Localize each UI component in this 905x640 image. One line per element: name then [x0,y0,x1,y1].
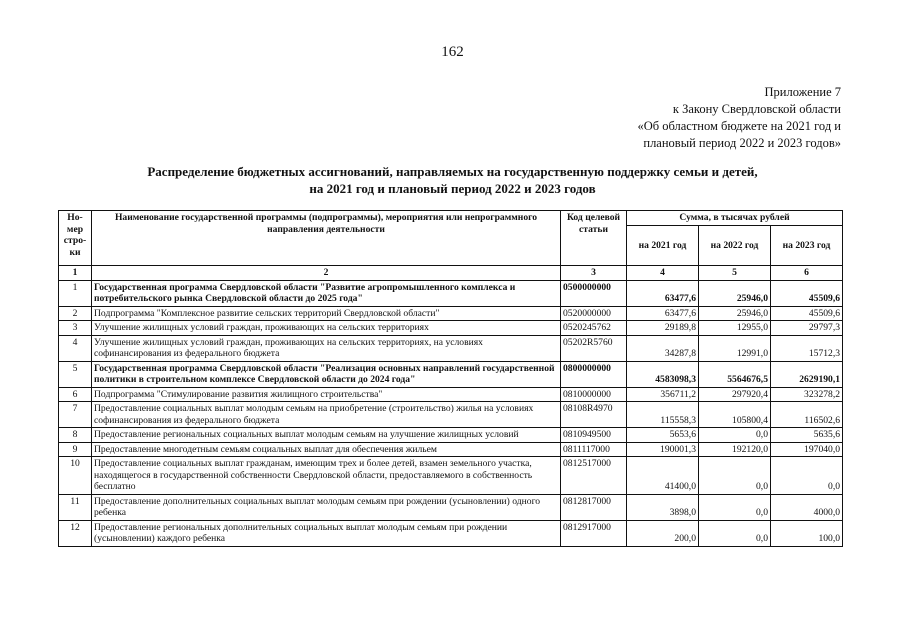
column-number: 4 [627,266,699,281]
row-value-2021: 4583098,3 [627,361,699,387]
column-number: 2 [92,266,561,281]
header-row-number: Но-мер стро-ки [59,211,92,266]
row-value-2023: 4000,0 [771,494,843,520]
row-code: 0520000000 [561,306,627,321]
row-number: 9 [59,442,92,457]
row-value-2023: 15712,3 [771,335,843,361]
table-row [59,335,843,361]
row-name: Предоставление региональных социальных выплат молодым семьям на улучшение жилищных условий [92,428,561,443]
column-numbers-row [59,266,843,281]
row-code: 0812817000 [561,494,627,520]
row-name: Предоставление региональных дополнительных социальных выплат молодым семьям при рождении (усыновлении) каждого ребенка [92,520,561,546]
row-value-2021: 5653,6 [627,428,699,443]
table-body [59,266,843,547]
header-code: Код целевой статьи [561,211,627,266]
row-code: 0500000000 [561,280,627,306]
row-number: 2 [59,306,92,321]
row-code: 0800000000 [561,361,627,387]
table-row [59,280,843,306]
row-value-2023: 45509,6 [771,280,843,306]
row-value-2023: 29797,3 [771,321,843,336]
row-number: 4 [59,335,92,361]
row-number: 5 [59,361,92,387]
row-number: 1 [59,280,92,306]
row-code: 0812917000 [561,520,627,546]
table-row [59,494,843,520]
row-name: Подпрограмма "Стимулирование развития жилищного строительства" [92,387,561,402]
row-code: 08108R4970 [561,402,627,428]
row-value-2022: 12991,0 [699,335,771,361]
row-name: Государственная программа Свердловской области "Реализация основных направлений государственной политики в строительном комплексе Свердловской области до 2024 года" [92,361,561,387]
header-year-2022: на 2022 год [699,226,771,266]
row-name: Предоставление многодетным семьям социальных выплат для обеспечения жильем [92,442,561,457]
table-row [59,520,843,546]
row-value-2022: 297920,4 [699,387,771,402]
row-name: Подпрограмма "Комплексное развитие сельских территорий Свердловской области" [92,306,561,321]
row-value-2023: 197040,0 [771,442,843,457]
row-code: 0520245762 [561,321,627,336]
appendix-line: плановый период 2022 и 2023 годов» [643,136,841,150]
row-value-2023: 5635,6 [771,428,843,443]
row-name: Предоставление дополнительных социальных выплат молодым семьям при рождении (усыновлении) одного ребенка [92,494,561,520]
row-value-2022: 12955,0 [699,321,771,336]
row-name: Улучшение жилищных условий граждан, проживающих на сельских территориях [92,321,561,336]
row-code: 0812517000 [561,457,627,495]
table-row [59,306,843,321]
row-value-2023: 2629190,1 [771,361,843,387]
row-value-2023: 116502,6 [771,402,843,428]
row-code: 0811117000 [561,442,627,457]
document-title [0,163,905,197]
row-number: 11 [59,494,92,520]
header-name: Наименование государственной программы (подпрограммы), мероприятия или непрограммного направления деятельности [92,211,561,266]
table-row [59,428,843,443]
page-number: 162 [441,44,464,60]
header-year-2021: на 2021 год [627,226,699,266]
row-value-2021: 63477,6 [627,306,699,321]
row-number: 10 [59,457,92,495]
row-value-2022: 25946,0 [699,280,771,306]
title-line-2: на 2021 год и плановый период 2022 и 2023 годов [309,181,596,196]
row-code: 0810949500 [561,428,627,443]
row-number: 6 [59,387,92,402]
budget-table [58,210,843,547]
row-value-2023: 45509,6 [771,306,843,321]
row-name: Улучшение жилищных условий граждан, проживающих на сельских территориях, на условиях софинансирования из федерального бюджета [92,335,561,361]
row-value-2023: 323278,2 [771,387,843,402]
column-number: 5 [699,266,771,281]
row-name: Предоставление социальных выплат гражданам, имеющим трех и более детей, взамен земельного участка, находящегося в государственной собственности Свердловской области, предоставляемого в собственность бесплатно [92,457,561,495]
row-name: Государственная программа Свердловской области "Развитие агропромышленного комплекса и потребительского рынка Свердловской области до 2025 года" [92,280,561,306]
appendix-line: «Об областном бюджете на 2021 год и [637,119,841,133]
table-row [59,387,843,402]
row-value-2022: 0,0 [699,457,771,495]
column-number: 1 [59,266,92,281]
row-value-2022: 105800,4 [699,402,771,428]
table-row [59,361,843,387]
appendix-line: Приложение 7 [764,85,841,99]
row-value-2021: 41400,0 [627,457,699,495]
row-value-2021: 34287,8 [627,335,699,361]
table-row [59,402,843,428]
row-value-2022: 0,0 [699,494,771,520]
table-row [59,442,843,457]
row-value-2021: 3898,0 [627,494,699,520]
appendix-line: к Закону Свердловской области [672,102,841,116]
row-value-2021: 29189,8 [627,321,699,336]
column-number: 6 [771,266,843,281]
table-row [59,457,843,495]
row-value-2021: 190001,3 [627,442,699,457]
row-code: 05202R5760 [561,335,627,361]
row-name: Предоставление социальных выплат молодым семьям на приобретение (строительство) жилья на условиях софинансирования из федерального бюджета [92,402,561,428]
row-value-2023: 0,0 [771,457,843,495]
row-value-2022: 0,0 [699,520,771,546]
row-code: 0810000000 [561,387,627,402]
row-value-2022: 192120,0 [699,442,771,457]
row-value-2022: 25946,0 [699,306,771,321]
row-value-2021: 200,0 [627,520,699,546]
appendix-note [637,84,841,152]
row-value-2021: 356711,2 [627,387,699,402]
row-number: 3 [59,321,92,336]
title-line-1: Распределение бюджетных ассигнований, направляемых на государственную поддержку семьи и детей, [147,164,758,179]
row-value-2021: 63477,6 [627,280,699,306]
row-value-2022: 5564676,5 [699,361,771,387]
row-value-2021: 115558,3 [627,402,699,428]
row-value-2022: 0,0 [699,428,771,443]
column-number: 3 [561,266,627,281]
row-value-2023: 100,0 [771,520,843,546]
header-year-2023: на 2023 год [771,226,843,266]
header-sum: Сумма, в тысячах рублей [627,211,843,226]
row-number: 8 [59,428,92,443]
row-number: 12 [59,520,92,546]
row-number: 7 [59,402,92,428]
table-row [59,321,843,336]
